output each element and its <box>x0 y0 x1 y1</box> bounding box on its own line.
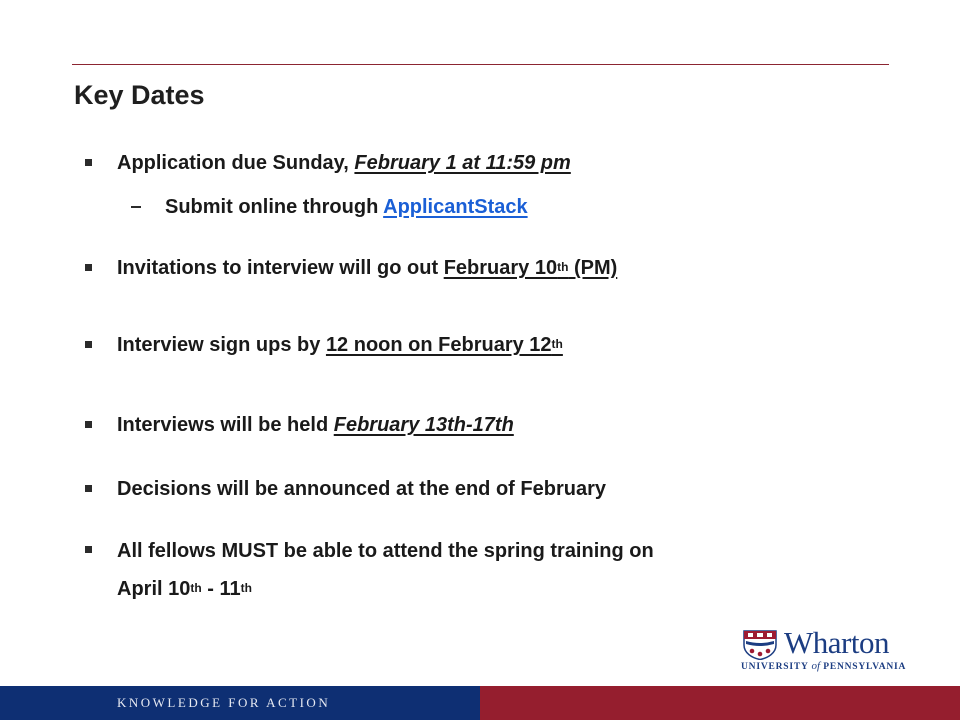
invitation-date: February 10th (PM) <box>443 257 618 279</box>
footer-navy-band <box>0 686 480 720</box>
text-prefix: Application due Sunday, <box>117 152 355 174</box>
university-subline: UNIVERSITY of PENNSYLVANIA <box>741 660 907 672</box>
square-bullet-icon <box>85 264 92 271</box>
bullet-text <box>117 333 563 357</box>
wharton-logo <box>740 625 907 672</box>
wharton-wordmark: Wharton <box>784 625 889 660</box>
signup-deadline: 12 noon on February 12th <box>325 334 563 356</box>
square-bullet-icon <box>85 341 92 348</box>
bullet-text-line-1: All fellows MUST be able to attend the spring training on <box>117 540 654 562</box>
text-prefix: Submit online through <box>165 196 384 218</box>
footer-burgundy-band <box>480 686 960 720</box>
bullet-text <box>117 256 617 280</box>
applicantstack-link[interactable]: ApplicantStack <box>383 196 528 218</box>
bullet-text: Decisions will be announced at the end of February <box>117 478 606 500</box>
bullet-text-line-2: April 10th - 11th <box>117 578 252 600</box>
interview-dates: February 13th-17th <box>333 414 514 436</box>
square-bullet-icon <box>85 159 92 166</box>
square-bullet-icon <box>85 485 92 492</box>
bullet-text <box>117 413 514 437</box>
slide-title: Key Dates <box>74 80 205 110</box>
due-date: February 1 at 11:59 pm <box>354 152 571 174</box>
text-prefix: Interviews will be held <box>117 414 334 436</box>
square-bullet-icon <box>85 546 92 553</box>
text-prefix: Interview sign ups by <box>117 334 326 356</box>
bullet-text <box>117 151 571 175</box>
penn-shield-icon <box>743 630 777 660</box>
footer-tagline: KNOWLEDGE FOR ACTION <box>117 695 331 710</box>
dash-bullet-icon <box>131 206 141 208</box>
text-prefix: Invitations to interview will go out <box>117 257 444 279</box>
square-bullet-icon <box>85 421 92 428</box>
sub-bullet-text <box>165 195 528 219</box>
